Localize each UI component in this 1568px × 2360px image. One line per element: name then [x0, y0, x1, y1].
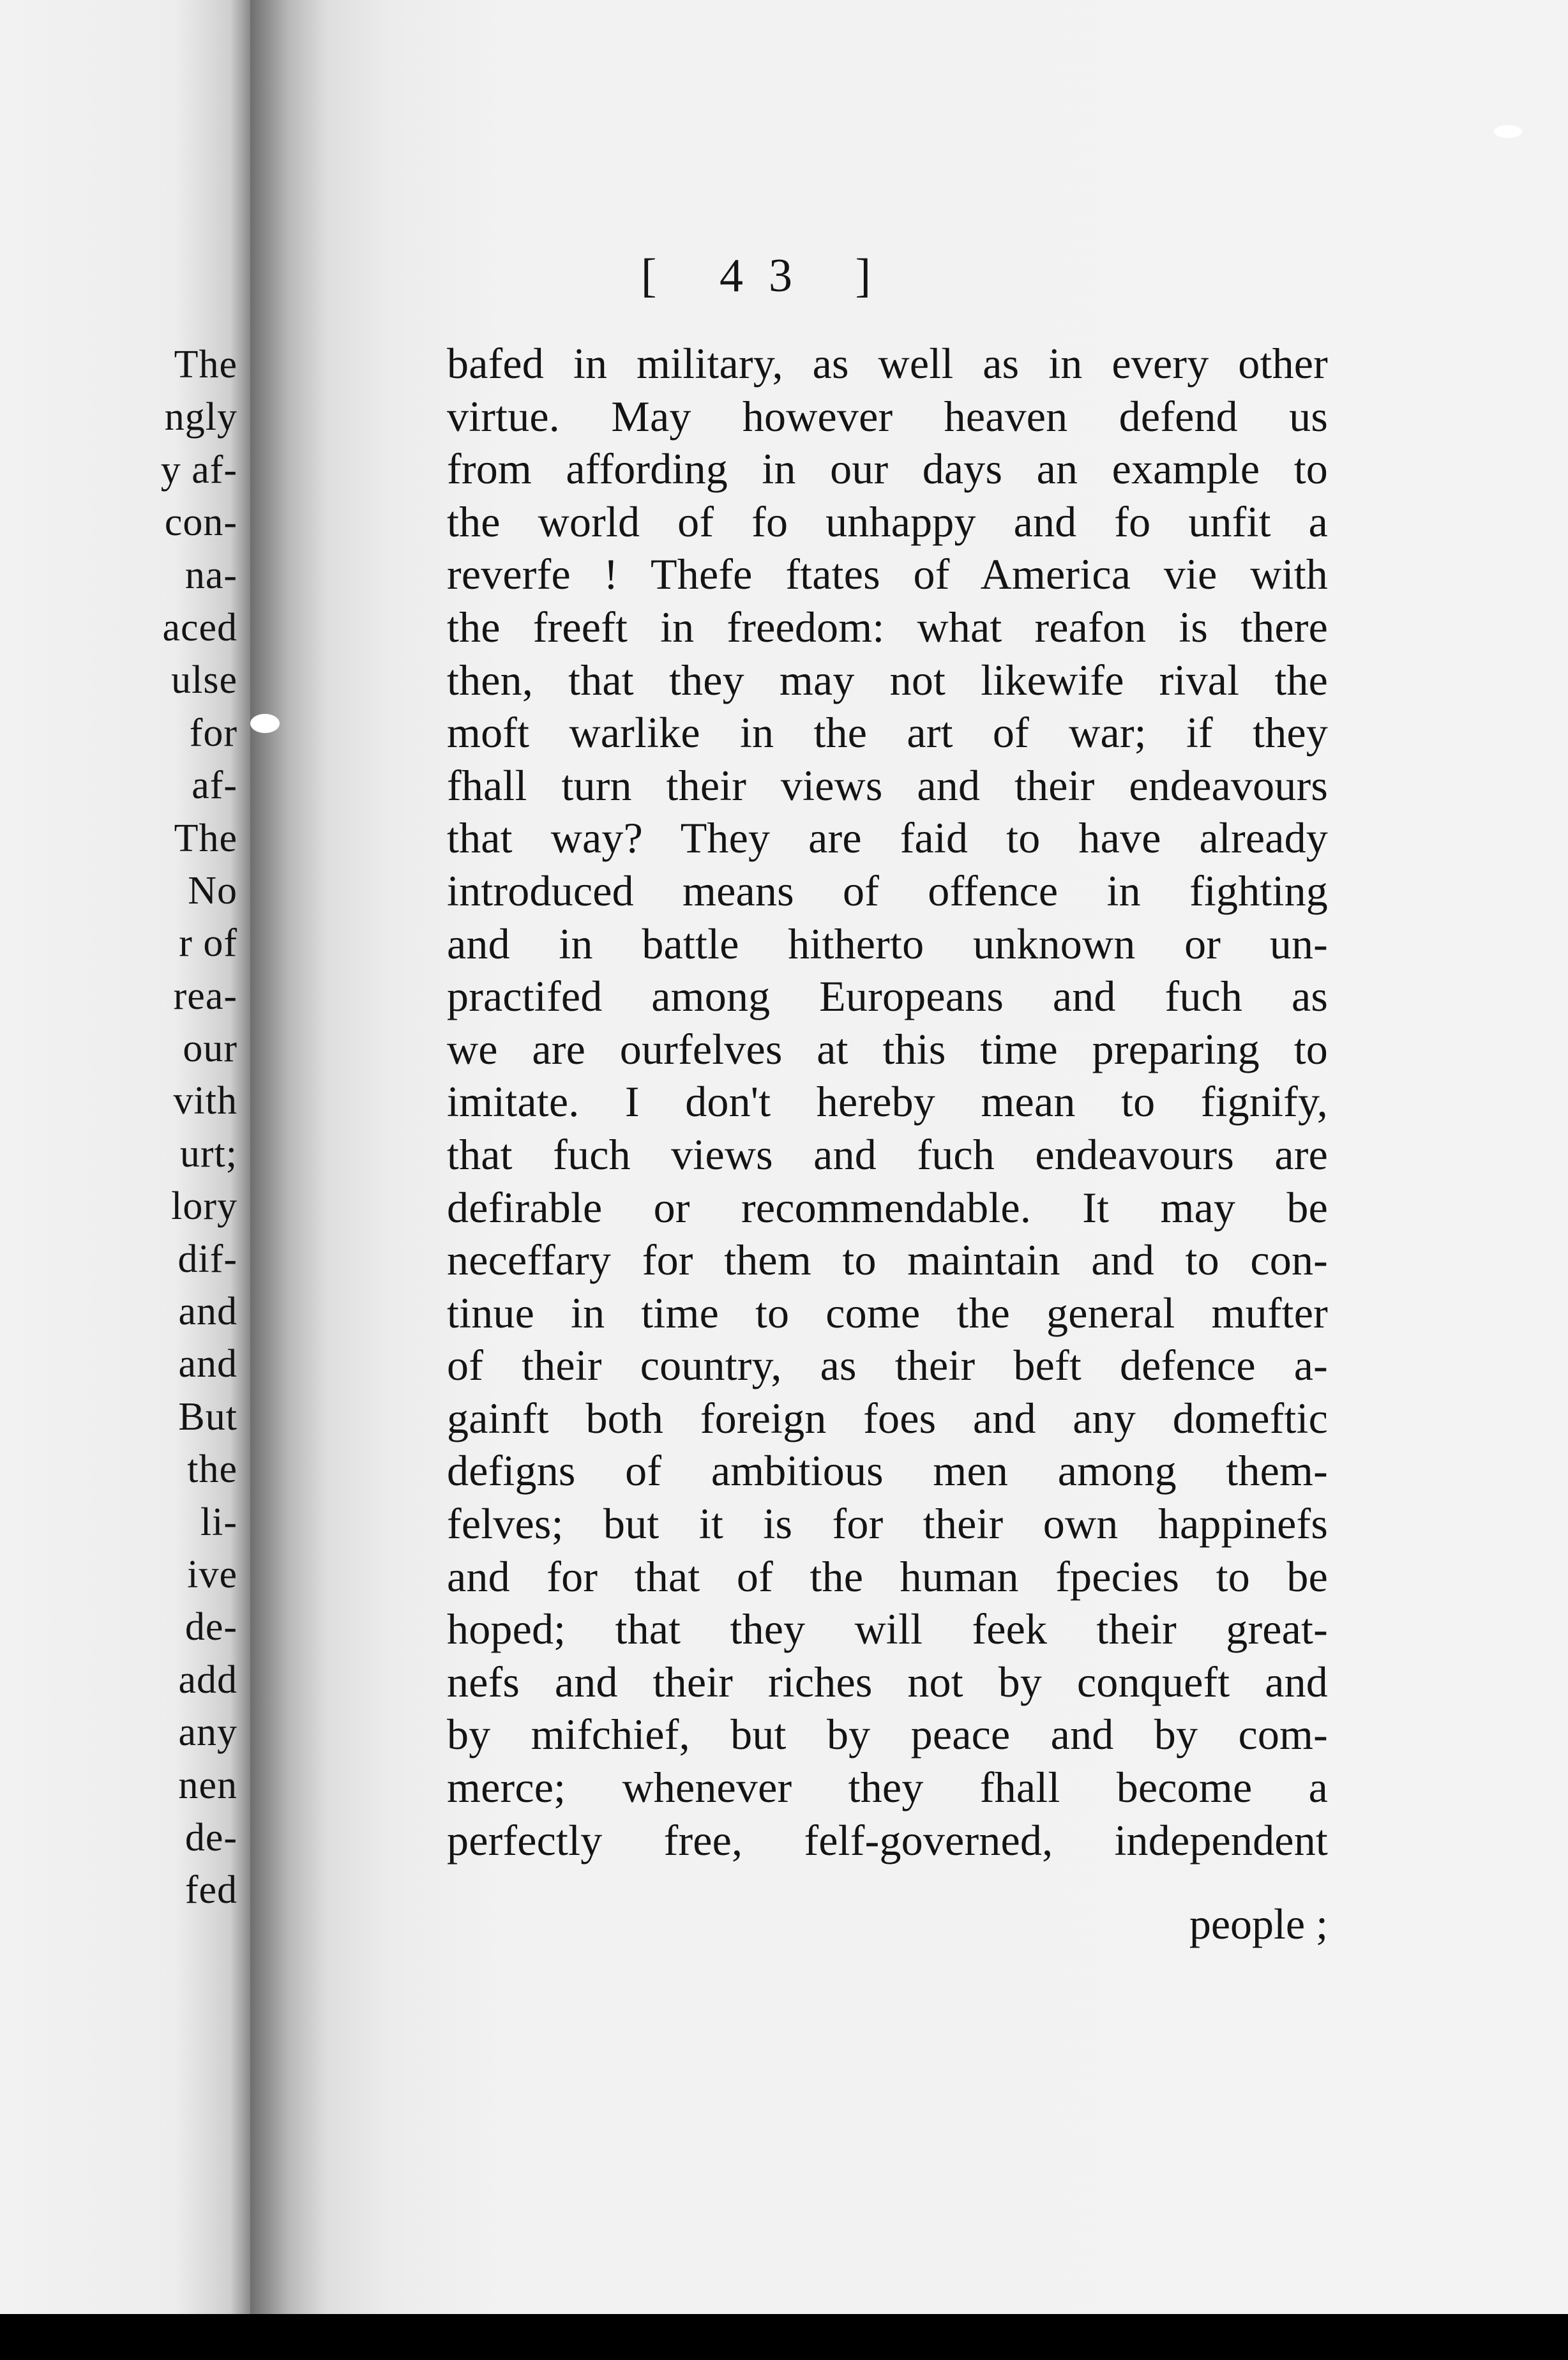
- previous-page-line-fragment: na-: [185, 553, 237, 597]
- previous-page-line-fragment: rea-: [173, 974, 237, 1018]
- previous-page-line-fragment: nen: [178, 1763, 237, 1807]
- text-line: that fuch views and fuch endeavours are: [447, 1130, 1328, 1179]
- previous-page-line-fragment: lory: [171, 1184, 237, 1229]
- previous-page-line-fragment: But: [178, 1395, 237, 1439]
- scan-speck: [250, 714, 280, 733]
- text-line: then, that they may not likewife rival the: [447, 655, 1328, 704]
- text-line: and in battle hitherto unknown or un-: [447, 919, 1328, 968]
- text-line: of their country, as their beft defence a-: [447, 1341, 1328, 1390]
- previous-page-line-fragment: urt;: [179, 1131, 237, 1176]
- previous-page-line-fragment: the: [187, 1448, 237, 1492]
- previous-page-line-fragment: add: [178, 1658, 237, 1702]
- text-line: gainft both foreign foes and any domeftic: [447, 1393, 1328, 1442]
- text-line: fhall turn their views and their endeavours: [447, 760, 1328, 810]
- page-body-text: [447, 337, 1328, 1866]
- previous-page-line-fragment: any: [178, 1711, 237, 1755]
- previous-page-line-fragment: our: [183, 1027, 237, 1071]
- previous-page-line-fragment: ulse: [171, 658, 237, 702]
- previous-page-line-fragment: con-: [164, 501, 237, 545]
- text-line: felves; but it is for their own happinefs: [447, 1499, 1328, 1548]
- previous-page: [0, 0, 250, 2360]
- text-line: defigns of ambitious men among them-: [447, 1446, 1328, 1495]
- previous-page-line-fragment: The: [174, 343, 237, 386]
- text-line: and for that of the human fpecies to be: [447, 1552, 1328, 1601]
- text-line: merce; whenever they fhall become a: [447, 1763, 1328, 1812]
- previous-page-line-fragment: for: [189, 711, 237, 755]
- previous-page-line-fragment: The: [174, 816, 237, 860]
- text-line: defirable or recommendable. It may be: [447, 1183, 1328, 1232]
- previous-page-line-fragment: r of: [179, 921, 237, 965]
- text-line: by mifchief, but by peace and by com-: [447, 1710, 1328, 1759]
- previous-page-line-fragment: de-: [185, 1605, 237, 1649]
- text-line: moft warlike in the art of war; if they: [447, 708, 1328, 757]
- text-line: nefs and their riches not by conqueft and: [447, 1657, 1328, 1706]
- previous-page-line-fragment: ngly: [164, 395, 237, 439]
- previous-page-line-fragment: fed: [185, 1868, 237, 1912]
- text-line: bafed in military, as well as in every other: [447, 339, 1328, 388]
- scan-border: [0, 2314, 1568, 2360]
- previous-page-line-fragment: ive: [187, 1552, 237, 1596]
- previous-page-line-fragment: li-: [200, 1500, 237, 1544]
- previous-page-line-fragment: aced: [162, 605, 237, 649]
- previous-page-line-fragment: No: [188, 868, 237, 912]
- text-line: reverfe ! Thefe ftates of America vie with: [447, 550, 1328, 599]
- catchword: people ;: [1189, 1900, 1328, 1948]
- text-line: the world of fo unhappy and fo unfit a: [447, 497, 1328, 546]
- previous-page-line-fragment: de-: [185, 1815, 237, 1859]
- text-line: practifed among Europeans and fuch as: [447, 972, 1328, 1021]
- previous-page-line-fragment: y af-: [160, 448, 237, 492]
- text-line: neceffary for them to maintain and to con-: [447, 1236, 1328, 1285]
- text-line: we are ourfelves at this time preparing to: [447, 1024, 1328, 1073]
- previous-page-line-fragment: vith: [173, 1079, 237, 1123]
- previous-page-line-fragment: and: [178, 1342, 237, 1386]
- text-line: from affording in our days an example to: [447, 444, 1328, 494]
- text-line: the freeft in freedom: what reafon is there: [447, 602, 1328, 651]
- previous-page-text-fragments: [161, 338, 237, 1917]
- previous-page-line-fragment: af-: [192, 764, 237, 808]
- text-line: introduced means of offence in fighting: [447, 866, 1328, 915]
- text-line: virtue. May however heaven defend us: [447, 391, 1328, 441]
- text-line: tinue in time to come the general mufter: [447, 1288, 1328, 1337]
- text-line: imitate. I don't hereby mean to fignify,: [447, 1077, 1328, 1126]
- text-line: that way? They are faid to have already: [447, 813, 1328, 863]
- previous-page-line-fragment: dif-: [177, 1237, 237, 1281]
- page-number: [ 43 ]: [640, 250, 897, 302]
- text-line: perfectly free, felf-governed, independent: [447, 1815, 1328, 1865]
- text-line: hoped; that they will feek their great-: [447, 1605, 1328, 1654]
- previous-page-line-fragment: and: [178, 1290, 237, 1334]
- scan-speck: [1494, 125, 1522, 138]
